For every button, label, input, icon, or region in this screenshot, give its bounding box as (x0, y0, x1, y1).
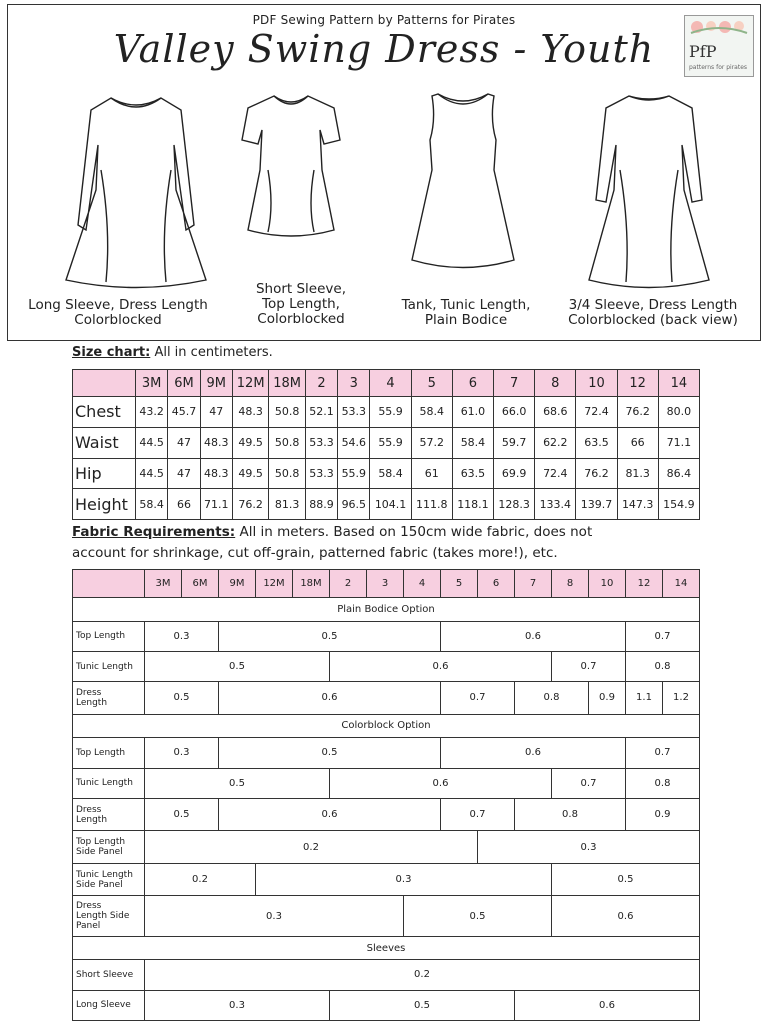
measurement-value: 55.9 (370, 397, 411, 428)
caption-text: Long Sleeve, Dress Length Colorblocked (28, 297, 208, 328)
size-header-cell: 12M (256, 570, 293, 598)
measurement-value: 48.3 (200, 458, 232, 489)
measurement-value: 68.6 (535, 397, 576, 428)
measurement-value: 118.1 (452, 489, 493, 520)
measurement-value: 43.2 (136, 397, 168, 428)
fabric-label: Fabric Requirements: (72, 524, 236, 540)
measurement-value: 81.3 (269, 489, 305, 520)
fabric-row (73, 798, 700, 831)
fabric-section-row (73, 714, 700, 738)
fabric-amount-cell: 0.6 (552, 896, 700, 936)
measurement-value: 47 (200, 397, 232, 428)
fabric-row-label: Tunic Length (73, 768, 145, 798)
size-chart-label: Size chart: (72, 345, 151, 360)
measurement-value: 44.5 (136, 427, 168, 458)
measurement-value: 154.9 (658, 489, 699, 520)
fabric-amount-cell: 0.3 (478, 831, 700, 864)
header-box (7, 4, 761, 341)
fabric-amount-cell: 0.6 (330, 768, 552, 798)
caption-three-quarter (548, 298, 758, 328)
fabric-amount-cell: 1.1 (626, 682, 663, 715)
measurement-value: 47 (168, 458, 200, 489)
measurement-value: 45.7 (168, 397, 200, 428)
size-header-cell: 2 (305, 370, 337, 397)
fabric-amount-cell: 0.5 (219, 738, 441, 768)
size-header-cell: 5 (441, 570, 478, 598)
measurement-value: 48.3 (232, 397, 268, 428)
measurement-value: 86.4 (658, 458, 699, 489)
fabric-amount-cell: 0.3 (256, 863, 552, 896)
measurement-value: 58.4 (411, 397, 452, 428)
measurement-value: 53.3 (305, 427, 337, 458)
fabric-amount-cell: 0.5 (404, 896, 552, 936)
fabric-row-label: Short Sleeve (73, 960, 145, 990)
measurement-value: 53.3 (338, 397, 370, 428)
fabric-row-label: Dress Length Side Panel (73, 896, 145, 936)
fabric-section-row (73, 598, 700, 622)
size-header-cell: 6M (168, 370, 200, 397)
fabric-amount-cell: 0.7 (441, 682, 515, 715)
fabric-row (73, 831, 700, 864)
fabric-amount-cell: 0.9 (626, 798, 700, 831)
measurement-value: 44.5 (136, 458, 168, 489)
size-header-cell: 8 (552, 570, 589, 598)
three-quarter-sleeve-dress-back-illustration (584, 90, 714, 295)
fabric-amount-cell: 0.6 (441, 738, 626, 768)
measurement-label: Hip (73, 458, 136, 489)
brand-logo (684, 15, 754, 77)
size-header-cell: 6M (182, 570, 219, 598)
measurement-value: 80.0 (658, 397, 699, 428)
fabric-amount-cell: 0.3 (145, 621, 219, 651)
fabric-row-label: Tunic Length Side Panel (73, 863, 145, 896)
measurement-value: 57.2 (411, 427, 452, 458)
measurement-value: 59.7 (494, 427, 535, 458)
measurement-value: 76.2 (232, 489, 268, 520)
fabric-row (73, 960, 700, 990)
size-header-cell: 14 (658, 370, 699, 397)
caption-short-sleeve (226, 282, 376, 327)
measurement-value: 81.3 (617, 458, 658, 489)
fabric-row (73, 621, 700, 651)
measurement-value: 58.4 (370, 458, 411, 489)
measurement-value: 69.9 (494, 458, 535, 489)
size-chart-note: All in centimeters. (154, 345, 273, 360)
size-header-cell: 18M (293, 570, 330, 598)
fabric-amount-cell: 0.5 (145, 682, 219, 715)
fabric-amount-cell: 0.5 (330, 990, 515, 1020)
fabric-row (73, 651, 700, 681)
size-header-cell: 4 (370, 370, 411, 397)
fabric-row (73, 768, 700, 798)
caption-tank (386, 298, 546, 328)
fabric-amount-cell: 0.7 (441, 798, 515, 831)
fabric-row-label: Dress Length (73, 798, 145, 831)
fabric-intro (72, 522, 762, 564)
fabric-amount-cell: 0.2 (145, 960, 700, 990)
size-header-cell: 4 (404, 570, 441, 598)
measurement-value: 139.7 (576, 489, 617, 520)
measurement-value: 72.4 (535, 458, 576, 489)
fabric-row (73, 990, 700, 1020)
measurement-label: Chest (73, 397, 136, 428)
size-header-cell: 9M (200, 370, 232, 397)
caption-text: 3/4 Sleeve, Dress Length Colorblocked (back view) (568, 297, 738, 328)
fabric-row-label: Tunic Length (73, 651, 145, 681)
fabric-amount-cell: 0.5 (145, 768, 330, 798)
fabric-amount-cell: 0.6 (515, 990, 700, 1020)
fabric-amount-cell: 0.5 (552, 863, 700, 896)
size-header-cell: 3 (367, 570, 404, 598)
size-header-cell: 10 (589, 570, 626, 598)
fabric-amount-cell: 0.6 (441, 621, 626, 651)
measurement-value: 55.9 (338, 458, 370, 489)
measurement-value: 58.4 (452, 427, 493, 458)
fabric-amount-cell: 0.3 (145, 990, 330, 1020)
fabric-amount-cell: 0.7 (626, 738, 700, 768)
measurement-value: 128.3 (494, 489, 535, 520)
measurement-value: 49.5 (232, 458, 268, 489)
size-header-cell: 12 (617, 370, 658, 397)
page-title: Valley Swing Dress - Youth (113, 27, 655, 71)
size-header-cell: 10 (576, 370, 617, 397)
measurement-value: 61 (411, 458, 452, 489)
measurement-value: 53.3 (305, 458, 337, 489)
measurement-row (73, 489, 700, 520)
fabric-amount-cell: 0.3 (145, 896, 404, 936)
measurement-value: 52.1 (305, 397, 337, 428)
fabric-amount-cell: 0.8 (626, 651, 700, 681)
size-header-cell: 12 (626, 570, 663, 598)
measurement-value: 61.0 (452, 397, 493, 428)
fabric-row-label: Dress Length (73, 682, 145, 715)
fabric-note-line1: All in meters. Based on 150cm wide fabric, does not (239, 524, 593, 540)
caption-long-sleeve (18, 298, 218, 328)
measurement-value: 71.1 (200, 489, 232, 520)
fabric-amount-cell: 0.8 (626, 768, 700, 798)
size-header-cell: 9M (219, 570, 256, 598)
fabric-section-title: Plain Bodice Option (73, 598, 700, 622)
measurement-value: 147.3 (617, 489, 658, 520)
size-chart-table (72, 369, 700, 520)
logo-letters: PfP (689, 42, 717, 61)
measurement-value: 66 (617, 427, 658, 458)
fabric-amount-cell: 0.7 (626, 621, 700, 651)
measurement-value: 72.4 (576, 397, 617, 428)
fabric-amount-cell: 0.7 (552, 651, 626, 681)
measurement-value: 63.5 (452, 458, 493, 489)
fabric-header-row (73, 570, 700, 598)
fabric-amount-cell: 0.9 (589, 682, 626, 715)
measurement-value: 49.5 (232, 427, 268, 458)
fabric-amount-cell: 0.3 (145, 738, 219, 768)
size-header-cell: 8 (535, 370, 576, 397)
fabric-note-line2: account for shrinkage, cut off-grain, patterned fabric (takes more!), etc. (72, 545, 558, 561)
fabric-row-label: Top Length (73, 738, 145, 768)
fabric-amount-cell: 0.6 (219, 682, 441, 715)
measurement-value: 50.8 (269, 397, 305, 428)
short-sleeve-top-illustration (236, 90, 346, 250)
fabric-amount-cell: 1.2 (663, 682, 700, 715)
measurement-value: 66.0 (494, 397, 535, 428)
size-header-cell: 7 (494, 370, 535, 397)
fabric-row (73, 863, 700, 896)
measurement-value: 111.8 (411, 489, 452, 520)
fabric-row (73, 682, 700, 715)
measurement-value: 88.9 (305, 489, 337, 520)
measurement-label: Waist (73, 427, 136, 458)
size-header-cell: 5 (411, 370, 452, 397)
measurement-label: Height (73, 489, 136, 520)
fabric-row-label: Top Length Side Panel (73, 831, 145, 864)
measurement-value: 104.1 (370, 489, 411, 520)
measurement-value: 76.2 (576, 458, 617, 489)
size-header-cell: 3 (338, 370, 370, 397)
size-header-cell: 3M (136, 370, 168, 397)
size-header-row (73, 370, 700, 397)
size-header-cell: 14 (663, 570, 700, 598)
fabric-section-title: Sleeves (73, 936, 700, 960)
measurement-value: 55.9 (370, 427, 411, 458)
measurement-value: 58.4 (136, 489, 168, 520)
measurement-value: 76.2 (617, 397, 658, 428)
measurement-value: 54.6 (338, 427, 370, 458)
size-header-cell: 2 (330, 570, 367, 598)
fabric-section-row (73, 936, 700, 960)
size-header-cell: 7 (515, 570, 552, 598)
measurement-value: 96.5 (338, 489, 370, 520)
fabric-amount-cell: 0.2 (145, 831, 478, 864)
measurement-value: 62.2 (535, 427, 576, 458)
measurement-value: 48.3 (200, 427, 232, 458)
measurement-value: 50.8 (269, 427, 305, 458)
fabric-row-label: Long Sleeve (73, 990, 145, 1020)
fabric-amount-cell: 0.5 (145, 798, 219, 831)
measurement-value: 66 (168, 489, 200, 520)
fabric-amount-cell: 0.8 (515, 798, 626, 831)
fabric-amount-cell: 0.6 (330, 651, 552, 681)
measurement-row (73, 458, 700, 489)
fabric-amount-cell: 0.5 (145, 651, 330, 681)
measurement-value: 50.8 (269, 458, 305, 489)
measurement-value: 71.1 (658, 427, 699, 458)
corner-cell (73, 370, 136, 397)
size-header-cell: 12M (232, 370, 268, 397)
fabric-row (73, 738, 700, 768)
size-header-cell: 18M (269, 370, 305, 397)
corner-cell (73, 570, 145, 598)
measurement-value: 47 (168, 427, 200, 458)
measurement-row (73, 427, 700, 458)
fabric-amount-cell: 0.2 (145, 863, 256, 896)
fabric-amount-cell: 0.7 (552, 768, 626, 798)
fabric-row-label: Top Length (73, 621, 145, 651)
fabric-amount-cell: 0.5 (219, 621, 441, 651)
flowers-icon (689, 19, 749, 35)
long-sleeve-dress-illustration (56, 90, 216, 295)
fabric-section-title: Colorblock Option (73, 714, 700, 738)
logo-tagline: patterns for pirates (689, 64, 748, 71)
caption-text: Tank, Tunic Length, Plain Bodice (401, 297, 531, 328)
size-header-cell: 6 (478, 570, 515, 598)
size-chart-heading (72, 345, 273, 360)
tank-dress-illustration (408, 90, 518, 275)
fabric-amount-cell: 0.8 (515, 682, 589, 715)
fabric-row (73, 896, 700, 936)
measurement-value: 133.4 (535, 489, 576, 520)
subtitle: PDF Sewing Pattern by Patterns for Pirates (252, 13, 516, 27)
fabric-amount-cell: 0.6 (219, 798, 441, 831)
caption-text: Short Sleeve, Top Length, Colorblocked (255, 281, 347, 327)
size-header-cell: 3M (145, 570, 182, 598)
measurement-value: 63.5 (576, 427, 617, 458)
measurement-row (73, 397, 700, 428)
fabric-requirements-table (72, 569, 700, 1021)
size-header-cell: 6 (452, 370, 493, 397)
